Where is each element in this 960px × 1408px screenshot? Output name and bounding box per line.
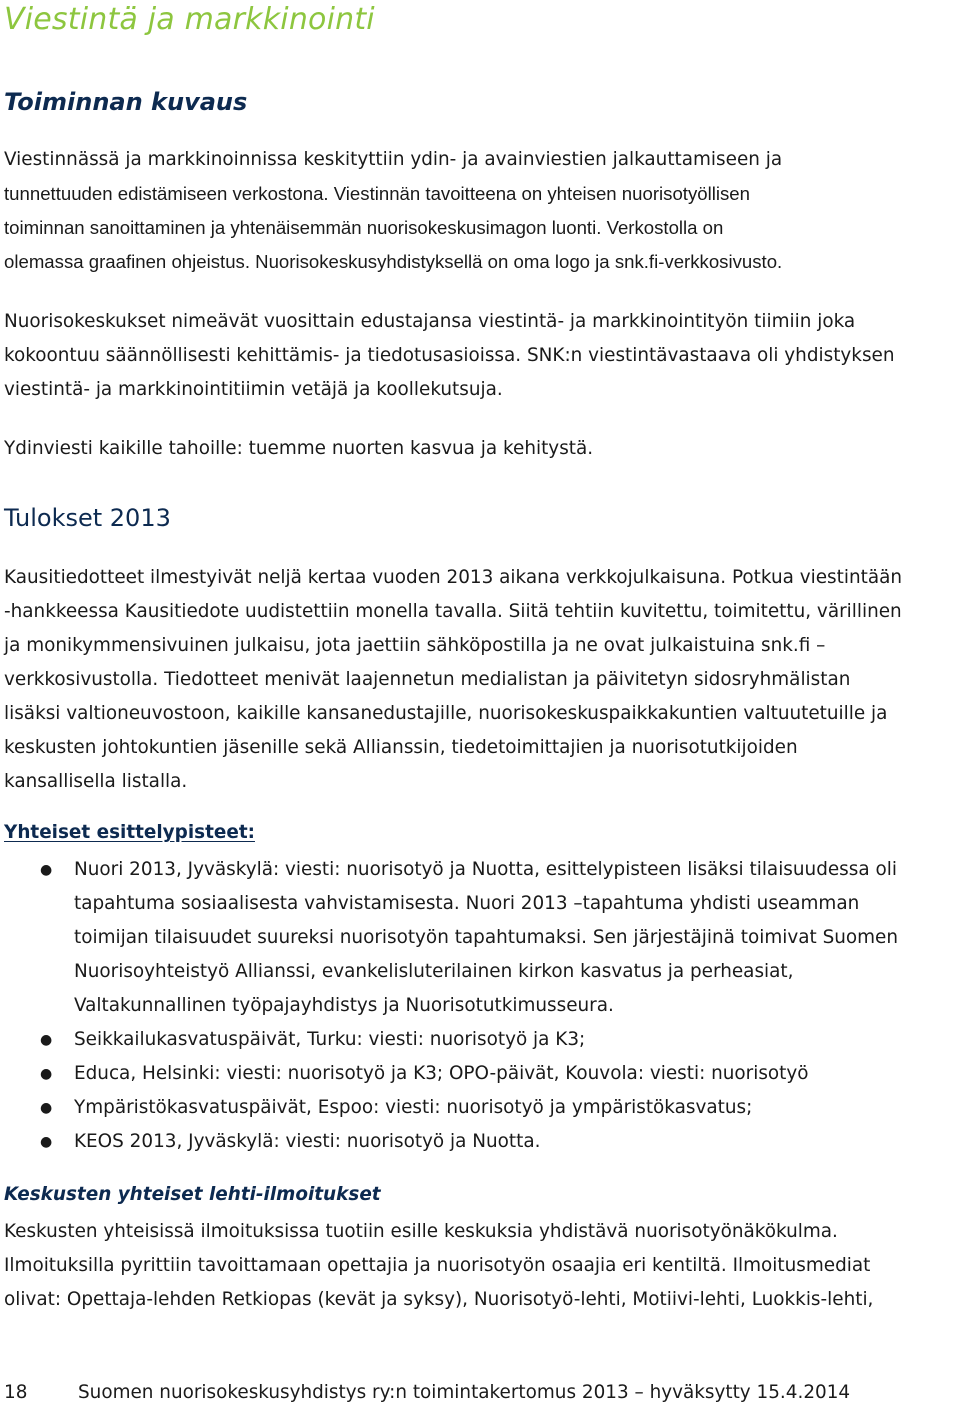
list-item-line: Ympäristökasvatuspäivät, Espoo: viesti: nuorisotyö ja ympäristökasvatus; <box>74 1097 753 1118</box>
paragraph-line: Viestinnässä ja markkinoinnissa keskityttiin ydin- ja avainviestien jalkauttamiseen ja <box>4 149 783 170</box>
lehti-ilmoitukset-heading: Keskusten yhteiset lehti-ilmoitukset <box>4 1184 381 1205</box>
lehti-paragraph <box>4 1215 958 1317</box>
tulokset-heading: Tulokset 2013 <box>4 504 171 532</box>
tulokset-paragraph <box>4 561 958 799</box>
list-item-line: Nuori 2013, Jyväskylä: viesti: nuorisotyö ja Nuotta, esittelypisteen lisäksi tilaisuudessa oli <box>74 859 897 880</box>
paragraph-line: tunnettuuden edistämiseen verkostona. Viestinnän tavoitteena on yhteisen nuorisotyöllisen <box>4 183 750 204</box>
bullet-icon: ● <box>40 1134 53 1150</box>
list-item-line: KEOS 2013, Jyväskylä: viesti: nuorisotyö ja Nuotta. <box>74 1131 541 1152</box>
footer-text: Suomen nuorisokeskusyhdistys ry:n toimintakertomus 2013 – hyväksytty 15.4.2014 <box>78 1382 851 1403</box>
paragraph-line: Ydinviesti kaikille tahoille: tuemme nuorten kasvua ja kehitystä. <box>4 438 594 459</box>
paragraph-line: Ilmoituksilla pyrittiin tavoittamaan opettajia ja nuorisotyön osaajia eri kentiltä. Ilmoitusmediat <box>4 1255 871 1276</box>
paragraph-line: olemassa graafinen ohjeistus. Nuorisokeskusyhdistyksellä on oma logo ja snk.fi-verkkosivusto. <box>4 251 783 272</box>
list-item <box>4 853 958 1023</box>
list-item-line: Nuorisoyhteistyö Allianssi, evankelisluterilainen kirkon kasvatus ja perheasiat, <box>74 961 794 982</box>
list-item-line: Seikkailukasvatuspäivät, Turku: viesti: nuorisotyö ja K3; <box>74 1029 586 1050</box>
list-item <box>4 1057 958 1091</box>
paragraph-line: verkkosivustolla. Tiedotteet menivät laajennetun medialistan ja päivitetyn sidosryhmälistan <box>4 669 851 690</box>
paragraph-line: Nuorisokeskukset nimeävät vuosittain edustajansa viestintä- ja markkinointityön tiimiin joka <box>4 311 856 332</box>
list-item-line: toimijan tilaisuudet suureksi nuorisotyön tapahtumaksi. Sen järjestäjinä toimivat Suomen <box>74 927 899 948</box>
toiminnan-paragraph-1 <box>4 143 958 279</box>
list-item-line: Valtakunnallinen työpajayhdistys ja Nuorisotutkimusseura. <box>74 995 614 1016</box>
paragraph-line: keskusten johtokuntien jäsenille sekä Allianssin, tiedetoimittajien ja nuorisotutkijoiden <box>4 737 798 758</box>
paragraph-line: Kausitiedotteet ilmestyivät neljä kertaa vuoden 2013 aikana verkkojulkaisuna. Potkua viestintään <box>4 567 903 588</box>
esittelypisteet-heading: Yhteiset esittelypisteet: <box>4 822 255 843</box>
toiminnan-paragraph-2 <box>4 305 958 407</box>
bullet-icon: ● <box>40 1100 53 1116</box>
list-item-line: Educa, Helsinki: viesti: nuorisotyö ja K3; OPO-päivät, Kouvola: viesti: nuorisotyö <box>74 1063 809 1084</box>
list-item <box>4 1125 958 1159</box>
paragraph-line: kansallisella listalla. <box>4 771 188 792</box>
paragraph-line: olivat: Opettaja-lehden Retkiopas (kevät ja syksy), Nuorisotyö-lehti, Motiivi-lehti, Luokkis-lehti, <box>4 1289 874 1310</box>
page-footer <box>4 1380 850 1406</box>
ydinviesti-paragraph <box>4 432 958 466</box>
paragraph-line: toiminnan sanoittaminen ja yhtenäisemmän nuorisokeskusimagon luonti. Verkostolla on <box>4 217 724 238</box>
bullet-icon: ● <box>40 1032 53 1048</box>
list-item <box>4 1023 958 1057</box>
list-item <box>4 1091 958 1125</box>
section-title: Viestintä ja markkinointi <box>4 2 375 37</box>
bullet-icon: ● <box>40 1066 53 1082</box>
paragraph-line: lisäksi valtioneuvostoon, kaikille kansanedustajille, nuorisokeskuspaikkakuntien valtuutetuille ja <box>4 703 888 724</box>
esittelypisteet-list <box>4 853 958 1159</box>
paragraph-line: viestintä- ja markkinointitiimin vetäjä ja koollekutsuja. <box>4 379 503 400</box>
toiminnan-kuvaus-heading: Toiminnan kuvaus <box>4 88 248 116</box>
page-number: 18 <box>4 1382 28 1403</box>
paragraph-line: -hankkeessa Kausitiedote uudistettiin monella tavalla. Siitä tehtiin kuvitettu, toimitettu, värillinen <box>4 601 902 622</box>
paragraph-line: ja monikymmensivuinen julkaisu, jota jaettiin sähköpostilla ja ne ovat julkaistuina snk.fi – <box>4 635 826 656</box>
list-item-line: tapahtuma sosiaalisesta vahvistamisesta. Nuori 2013 –tapahtuma yhdisti useamman <box>74 893 860 914</box>
paragraph-line: kokoontuu säännöllisesti kehittämis- ja tiedotusasioissa. SNK:n viestintävastaava oli yhdistyksen <box>4 345 895 366</box>
bullet-icon: ● <box>40 862 53 878</box>
paragraph-line: Keskusten yhteisissä ilmoituksissa tuotiin esille keskuksia yhdistävä nuorisotyönäkökulma. <box>4 1221 838 1242</box>
